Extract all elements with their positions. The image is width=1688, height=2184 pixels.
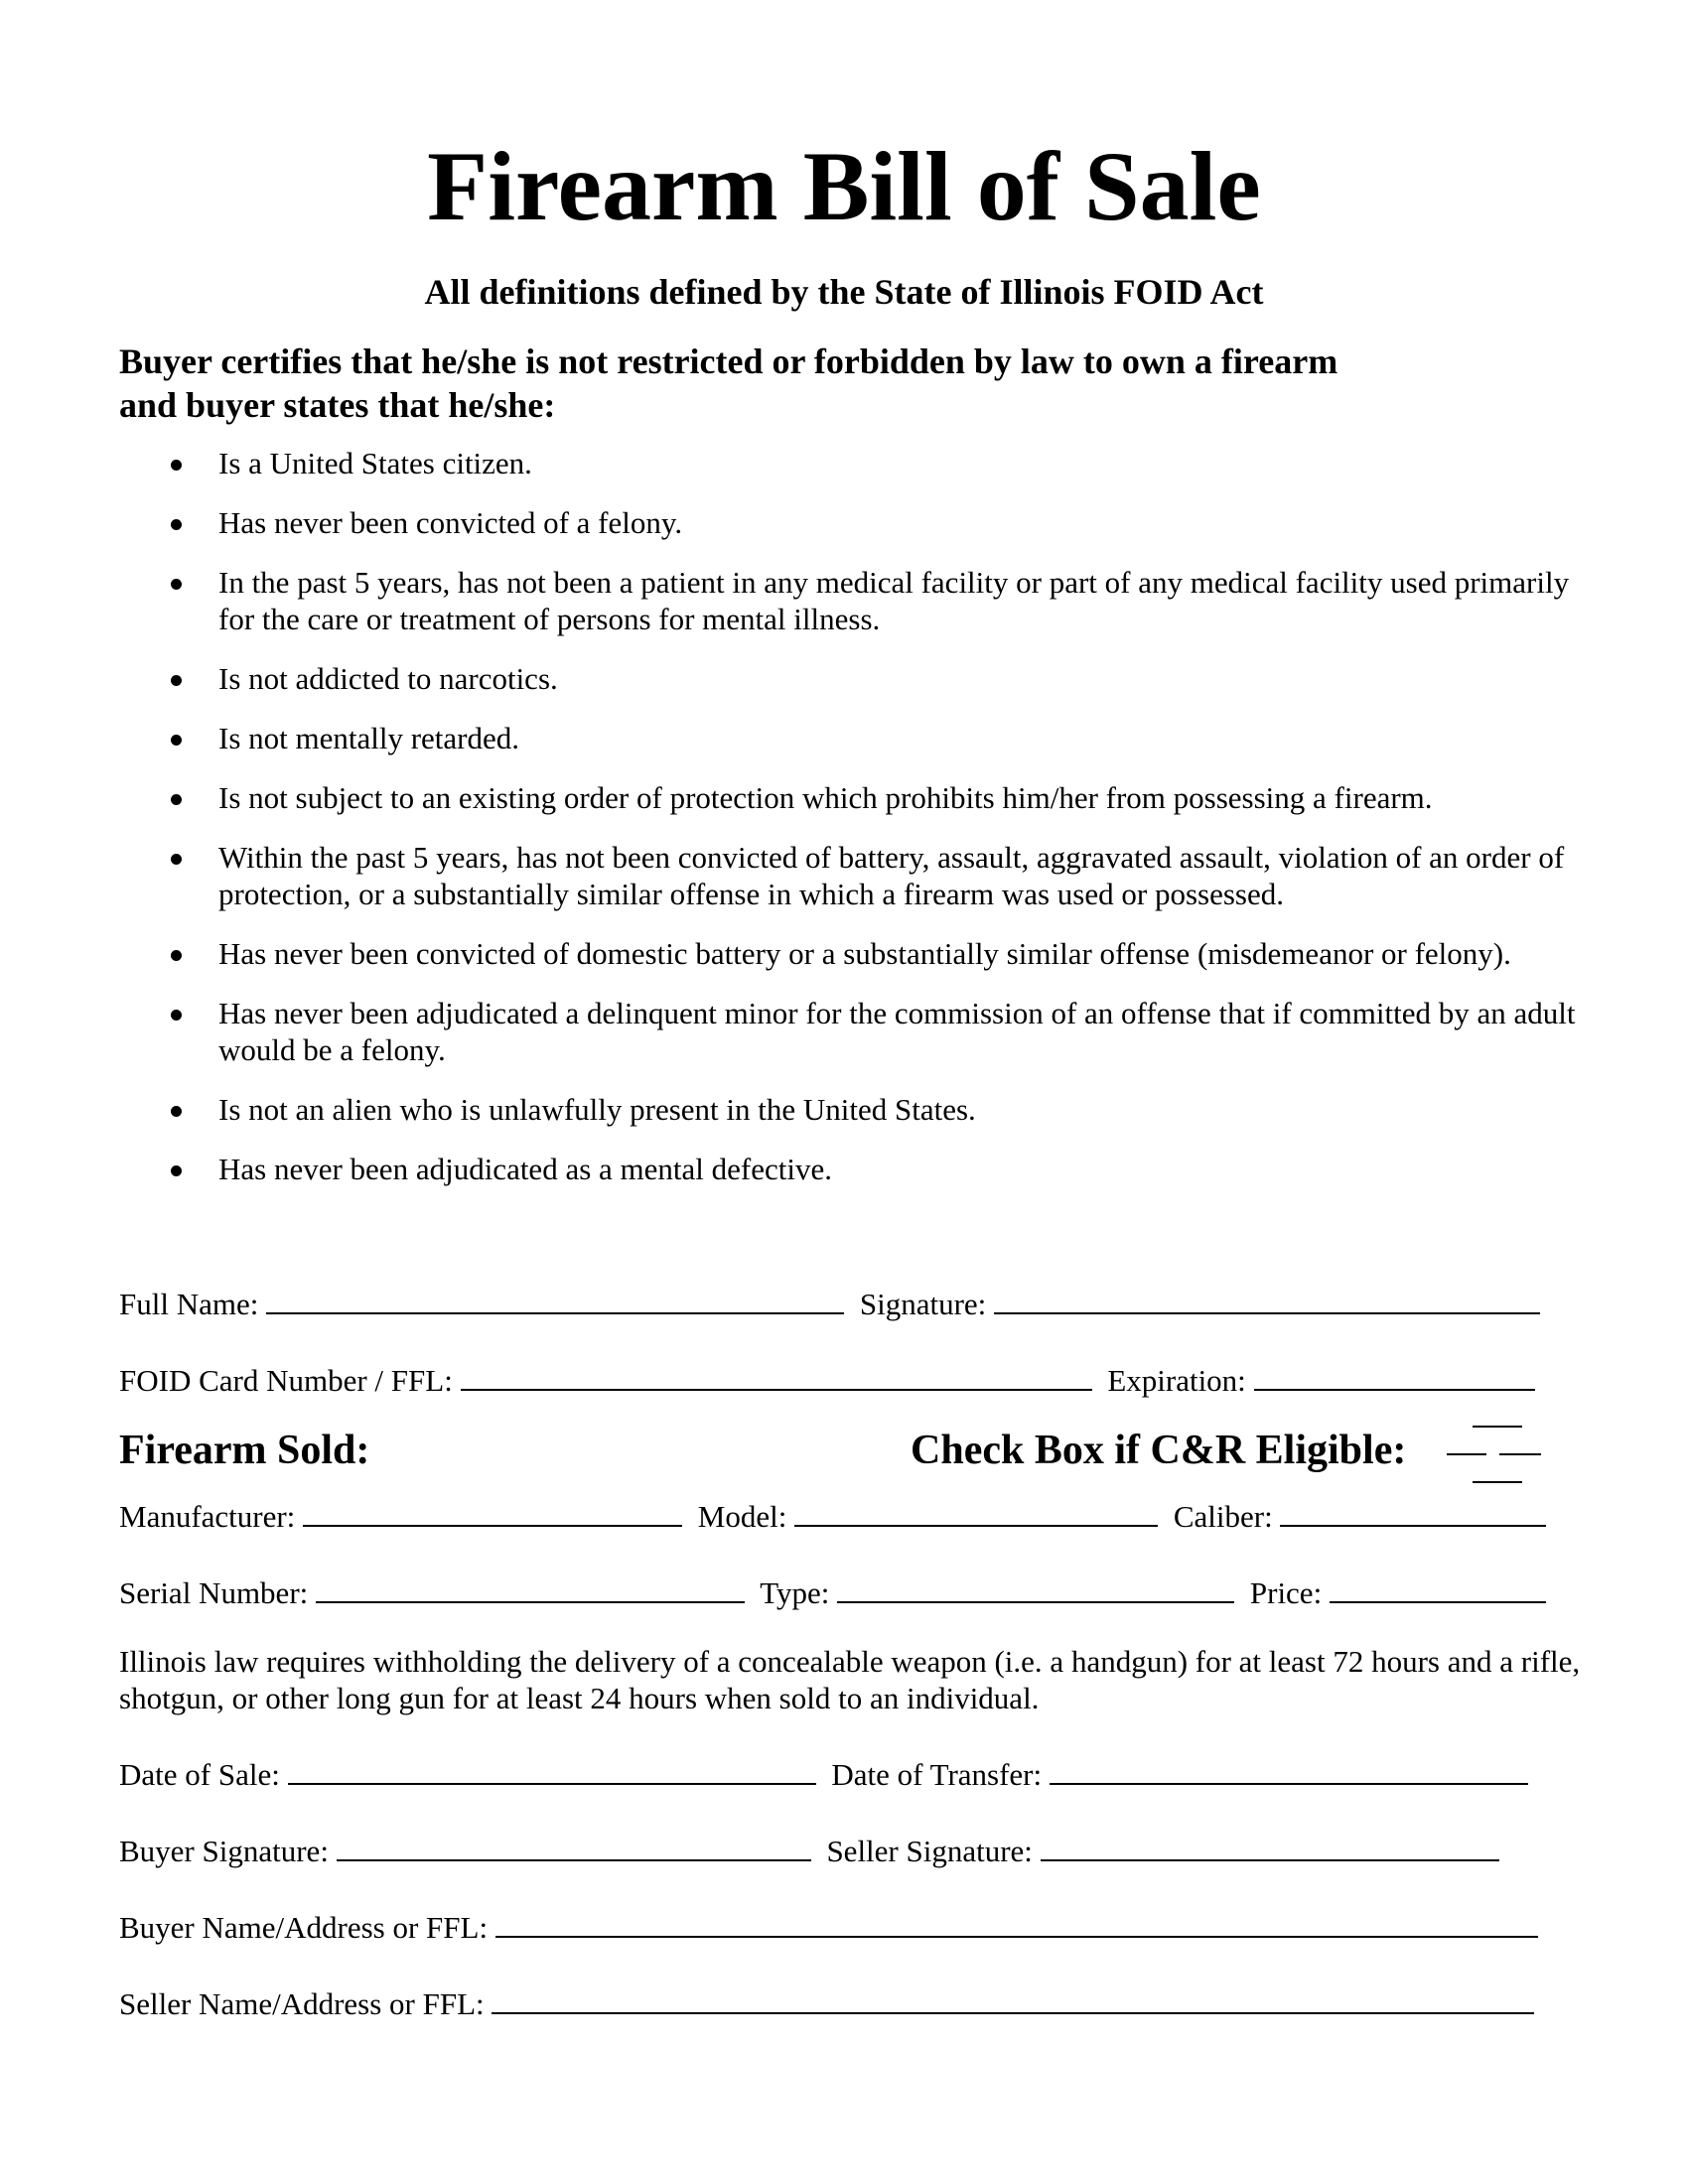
bullet-icon (171, 519, 182, 530)
date-of-sale-field[interactable] (288, 1753, 816, 1785)
list-item: Is a United States citizen. (119, 445, 1589, 481)
list-item: Has never been convicted of a felony. (119, 504, 1589, 541)
buyer-signature-label: Buyer Signature: (119, 1834, 329, 1868)
bullet-icon (171, 735, 182, 746)
document-title: Firearm Bill of Sale (427, 131, 1261, 241)
signature-label: Signature: (859, 1287, 987, 1321)
serial-row (119, 1571, 1554, 1613)
firearm-details-row (119, 1495, 1554, 1537)
buyer-certification (119, 340, 1509, 427)
expiration-label: Expiration: (1107, 1363, 1246, 1398)
model-field[interactable] (794, 1495, 1158, 1527)
signatures-row (119, 1830, 1507, 1871)
certification-line-1: Buyer certifies that he/she is not restricted or forbidden by law to own a firearm (119, 341, 1338, 381)
caliber-field[interactable] (1280, 1495, 1546, 1527)
buyer-name-label: Buyer Name/Address or FFL: (119, 1910, 489, 1945)
list-item: Has never been convicted of domestic battery or a substantially similar offense (misdemeanor or felony). (119, 935, 1589, 972)
bullet-icon (171, 794, 182, 805)
price-field[interactable] (1330, 1571, 1546, 1603)
cr-eligible-label: Check Box if C&R Eligible: (911, 1428, 1407, 1473)
date-of-transfer-field[interactable] (1050, 1753, 1528, 1785)
list-item: Is not addicted to narcotics. (119, 660, 1589, 697)
bullet-icon (171, 675, 182, 686)
bullet-icon (171, 579, 182, 590)
seller-signature-field[interactable] (1041, 1830, 1499, 1861)
manufacturer-label: Manufacturer: (119, 1499, 296, 1534)
serial-number-label: Serial Number: (119, 1575, 309, 1610)
bullet-icon (171, 1165, 182, 1176)
bullet-icon (171, 1010, 182, 1021)
foid-field[interactable] (461, 1359, 1092, 1391)
buyer-identity-row (119, 1283, 1548, 1324)
foid-row (119, 1359, 1543, 1401)
full-name-label: Full Name: (119, 1287, 259, 1321)
full-name-field[interactable] (266, 1283, 844, 1314)
list-item: Is not an alien who is unlawfully present in the United States. (119, 1091, 1589, 1128)
expiration-field[interactable] (1254, 1359, 1535, 1391)
manufacturer-field[interactable] (303, 1495, 682, 1527)
seller-name-label: Seller Name/Address or FFL: (119, 1986, 485, 2021)
type-label: Type: (760, 1575, 830, 1610)
serial-number-field[interactable] (316, 1571, 745, 1603)
document-subtitle: All definitions defined by the State of Illinois FOID Act (424, 272, 1264, 312)
seller-address-row (119, 1982, 1542, 2024)
firearm-sold-heading: Firearm Sold: (119, 1428, 370, 1473)
foid-label: FOID Card Number / FFL: (119, 1363, 453, 1398)
buyer-signature-field[interactable] (337, 1830, 811, 1861)
price-label: Price: (1249, 1575, 1323, 1610)
signature-field[interactable] (994, 1283, 1540, 1314)
list-item: Has never been adjudicated as a mental defective. (119, 1151, 1589, 1187)
buyer-address-row (119, 1906, 1546, 1948)
cr-eligible-checkbox[interactable] (1445, 1424, 1544, 1483)
certification-line-2: and buyer states that he/she: (119, 385, 556, 425)
waiting-period-notice: Illinois law requires withholding the delivery of a concealable weapon (i.e. a handgun) for at least 72 hours and a rifle, shotgun, or other long gun for at least 24 hours when sold to an individual. (119, 1644, 1581, 1715)
model-label: Model: (697, 1499, 787, 1534)
bullet-icon (171, 950, 182, 961)
date-of-sale-label: Date of Sale: (119, 1757, 280, 1792)
seller-name-field[interactable] (492, 1982, 1534, 2014)
eligibility-list (119, 445, 1589, 1210)
seller-signature-label: Seller Signature: (826, 1834, 1033, 1868)
dates-row (119, 1753, 1536, 1795)
bullet-icon (171, 460, 182, 471)
bullet-icon (171, 854, 182, 865)
list-item: Has never been adjudicated a delinquent minor for the commission of an offense that if committed by an adult would be a felony. (119, 995, 1589, 1068)
buyer-name-field[interactable] (495, 1906, 1538, 1938)
list-item: Is not subject to an existing order of protection which prohibits him/her from possessing a firearm. (119, 779, 1589, 816)
type-field[interactable] (837, 1571, 1234, 1603)
list-item: Is not mentally retarded. (119, 720, 1589, 756)
bullet-icon (171, 1106, 182, 1117)
list-item: In the past 5 years, has not been a patient in any medical facility or part of any medical facility used primarily for the care or treatment of persons for mental illness. (119, 564, 1589, 637)
date-of-transfer-label: Date of Transfer: (831, 1757, 1043, 1792)
caliber-label: Caliber: (1173, 1499, 1273, 1534)
list-item: Within the past 5 years, has not been convicted of battery, assault, aggravated assault, violation of an order of protection, or a substantially similar offense in which a firearm was used or possessed. (119, 839, 1589, 912)
